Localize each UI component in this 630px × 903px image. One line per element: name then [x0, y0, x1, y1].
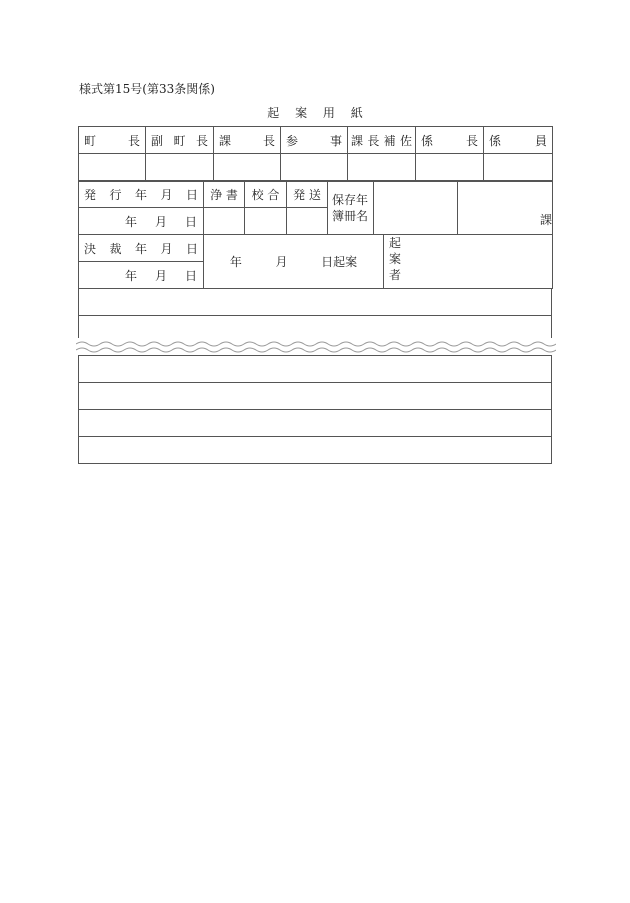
body-line[interactable] [79, 289, 552, 316]
form-reference: 様式第15号(第33条関係) [79, 82, 215, 96]
drafter-field[interactable] [384, 235, 553, 289]
dispatch-stamp[interactable] [287, 208, 328, 235]
title-char: 用 [322, 106, 335, 120]
stamp-box[interactable] [416, 154, 484, 182]
approval-stamp-table [78, 126, 553, 182]
body-line[interactable] [79, 383, 552, 410]
body-line[interactable] [79, 437, 552, 464]
body-lines-upper [78, 288, 552, 343]
clean-copy-label: 浄 書 [204, 181, 245, 208]
issue-table [78, 180, 553, 235]
department-field[interactable] [458, 181, 553, 235]
approver-deputy-mayor-label: 副 町 長 [146, 127, 214, 154]
proofread-stamp[interactable] [245, 208, 287, 235]
title-char: 案 [295, 106, 308, 120]
proofread-label: 校 合 [245, 181, 287, 208]
stamp-box[interactable] [484, 154, 553, 182]
body-lines-lower [78, 355, 552, 464]
approver-section-chief-label: 課 長 [214, 127, 281, 154]
section-break-wave [76, 338, 556, 356]
title-char: 起 [267, 106, 280, 120]
body-line[interactable] [79, 410, 552, 437]
stamp-box[interactable] [146, 154, 214, 182]
approver-staff-label: 係 員 [484, 127, 553, 154]
issue-date-field[interactable]: 年 月 日 [79, 208, 204, 235]
storage-period-field[interactable] [374, 181, 458, 235]
storage-label: 保存年 簿冊名 [328, 181, 374, 235]
body-line[interactable] [79, 356, 552, 383]
drafter-label: 起 案 者 [389, 236, 402, 282]
stamp-box[interactable] [281, 154, 348, 182]
stamp-box[interactable] [214, 154, 281, 182]
approver-assistant-chief-label: 課 長 補 佐 [348, 127, 416, 154]
approver-subsection-chief-label: 係 長 [416, 127, 484, 154]
stamp-box[interactable] [348, 154, 416, 182]
decision-date-field[interactable]: 年 月 日 [79, 262, 204, 289]
department-suffix: 課 [539, 213, 552, 227]
decision-table [78, 234, 553, 289]
approver-mayor-label: 町 長 [79, 127, 146, 154]
approver-councilor-label: 参 事 [281, 127, 348, 154]
stamp-box[interactable] [79, 154, 146, 182]
clean-copy-stamp[interactable] [204, 208, 245, 235]
draft-date-field[interactable]: 年 月 日起案 [204, 235, 384, 289]
issue-date-label: 発 行 年 月 日 [79, 181, 204, 208]
title-char: 紙 [350, 106, 363, 120]
document-title [0, 104, 630, 121]
decision-date-label: 決 裁 年 月 日 [79, 235, 204, 262]
dispatch-label: 発 送 [287, 181, 328, 208]
